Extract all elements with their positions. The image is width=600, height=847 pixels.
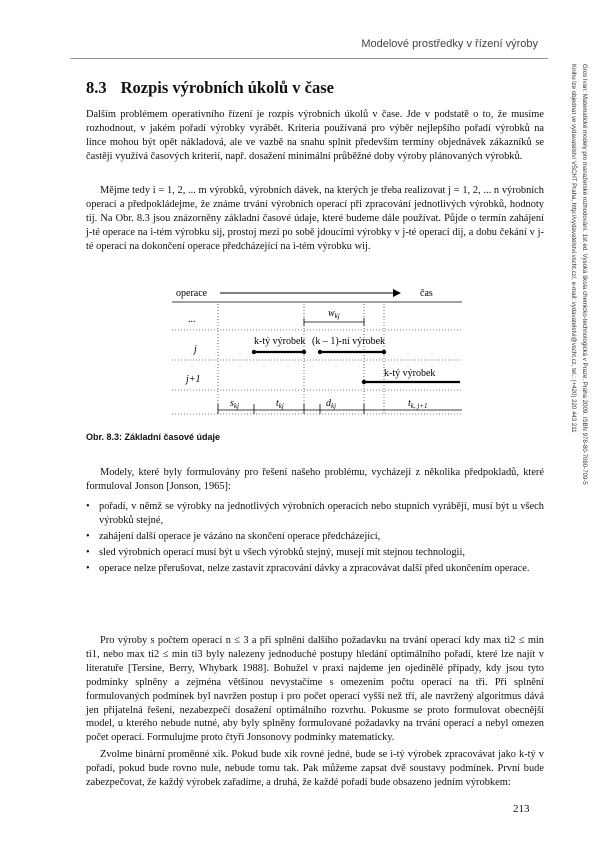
section-heading: [86, 78, 334, 98]
bar-label-k-next: k-tý výrobek: [384, 368, 436, 379]
bar-label-k: k-tý výrobek: [254, 336, 306, 347]
bar-label-k-minus-1: (k – 1)-ní výrobek: [312, 336, 386, 347]
bar-endpoint: [302, 350, 306, 354]
bar-endpoint: [252, 350, 256, 354]
list-item: • pořadí, v němž se výrobky na jednotlivých výrobních operacích nebo stupních vyrábějí, musí být u všech výrobků stejné,: [86, 500, 544, 528]
bar-endpoint: [362, 380, 366, 384]
d-label: $d_{kj}$: [326, 398, 337, 410]
fig-header-operations: operace: [176, 288, 208, 299]
paragraph-1: [86, 108, 544, 164]
t-label: $t_{kj}$: [276, 398, 284, 410]
timing-figure: [172, 284, 462, 418]
list-item: • operace nelze přerušovat, nelze zastavit zpracování dávky a zpracovávat další před ukončením operace.: [86, 562, 544, 576]
figure-caption: Obr. 8.3: Základní časové údaje: [86, 432, 221, 442]
w-label: $w_{kj}$: [328, 308, 340, 320]
header-rule: [70, 58, 548, 59]
list-item: • zahájení další operace je vázáno na skončení operace předcházející,: [86, 530, 544, 544]
list-item: • sled výrobních operací musí být u všech výrobků stejný, musejí mít stejnou technologii,: [86, 546, 544, 560]
page-number: 213: [513, 803, 530, 815]
row-label-dots: ...: [188, 314, 196, 325]
row-label-j: j: [194, 344, 197, 355]
bar-endpoint: [318, 350, 322, 354]
running-head: Modelové prostředky v řízení výroby: [361, 38, 538, 50]
section-number: 8.3: [86, 78, 107, 97]
s-label: $s_{kj}$: [230, 398, 239, 410]
side-note-line-1: Gros Ivan: Matematické modely pro manažerské rozhodování. 1st ed. Vysoká škola chemicko-technologická v Praze, Praha 2009. ISBN 978-80-7080-709-5: [581, 64, 588, 485]
paragraph-5: Zvolme binární proměnné xik. Pokud bude xik rovné jedné, bude se i-tý výrobek zpracovávat jako k-tý v pořadí, pokud bude rovno nule, nebude tomu tak. Pak můžeme zapsat dvě soustavy podmínek. První bude zabezpečovat, že každý výrobek zařadíme, a druhá, že každé pořadí bude obsazeno jedním výrobkem:: [86, 749, 544, 788]
t-next-label: $t_{k, j+1}$: [408, 398, 428, 410]
row-label-j-plus-1: j+1: [186, 374, 201, 385]
assumption-list: [86, 500, 544, 578]
paragraph-2-text: Mějme tedy i = 1, 2, ... m výrobků, výrobních dávek, na kterých je třeba realizovat j = 1, 2, ... n výrobních operací a předpokládejme, že známe trvání výrobních operací při zpracování jednotlivých výrobků, hodnoty tij. Na Obr. 8.3 jsou znázorněny základní časové údaje, které budeme dále používat. Půjde o termín zahájení j-té operace na i-tém výrobku sij, prostoj mezi po sobě jdoucími výrobky v j-té operaci dij, a dobu čekání v j-té operaci na dokončení operace předcházející na i-tém výrobku wij.: [86, 185, 544, 252]
section-title: Rozpis výrobních úkolů v čase: [120, 78, 334, 97]
paragraph-4: Pro výroby s počtem operací n ≤ 3 a při splnění dalšího požadavku na trvání operací kdy max ti2 ≤ min ti1, nebo max ti2 ≤ min ti3 byly nalezeny jednoduché postupy hledání optimálního pořadí, které lze najít v literatuře [Tersine, Berry, Whybark 1988]. Bohužel v praxi najdeme jen ojedinělé případy, kdy jsou tyto podmínky splněny a zejména většinou nevystačíme s omezením počtu operací na tři. Při splnění formulovaných podmínek byl navržen postup i pro počet operací vyšší než tři, ale navržený algoritmus dává jen přijatelná řešení, nezabezpečí dosažení optimálního rozvrhu. Pokusme se proto formulovat obecnější model, u kterého nebude nutné, aby byly splněny formulované požadavky na trvání operací a nebyl omezen počet operací. Formulujme proto čtyři Jonsonovy podmínky matematicky.: [86, 635, 544, 744]
paragraph-2: [86, 184, 544, 254]
paragraph-1-text: Dalším problémem operativního řízení je rozpis výrobních úkolů v čase. Jde v podstatě o to, že musíme rozhodnout, v jakém pořadí výrobky vyrábět. Kriteria používaná pro výběr nejlepšího pořadí výrobků na lince mohou být opět nákladová, ale ve vazbě na snahu splnit především termíny objednávek zákazníků se častěji využívá časových kriterií, např. dosažení minimální průběžné doby výroby plánovaných výrobků.: [86, 109, 544, 162]
bar-endpoint: [382, 350, 386, 354]
fig-header-time: čas: [420, 288, 433, 299]
side-note-line-2: Knihu lze objednat ve vydavatelství VŠCHT Praha, http://vydavatelstvi.vscht.cz/, e-mail: vydavatelstvi@vscht.cz, tel.: (+420) 220 443 211: [570, 64, 577, 433]
paragraph-3: Modely, které byly formulovány pro řešení našeho problému, vycházejí z několika předpokladů, které formuloval Jonson [Jonson, 1965]:: [86, 467, 544, 492]
side-note: [568, 64, 590, 704]
